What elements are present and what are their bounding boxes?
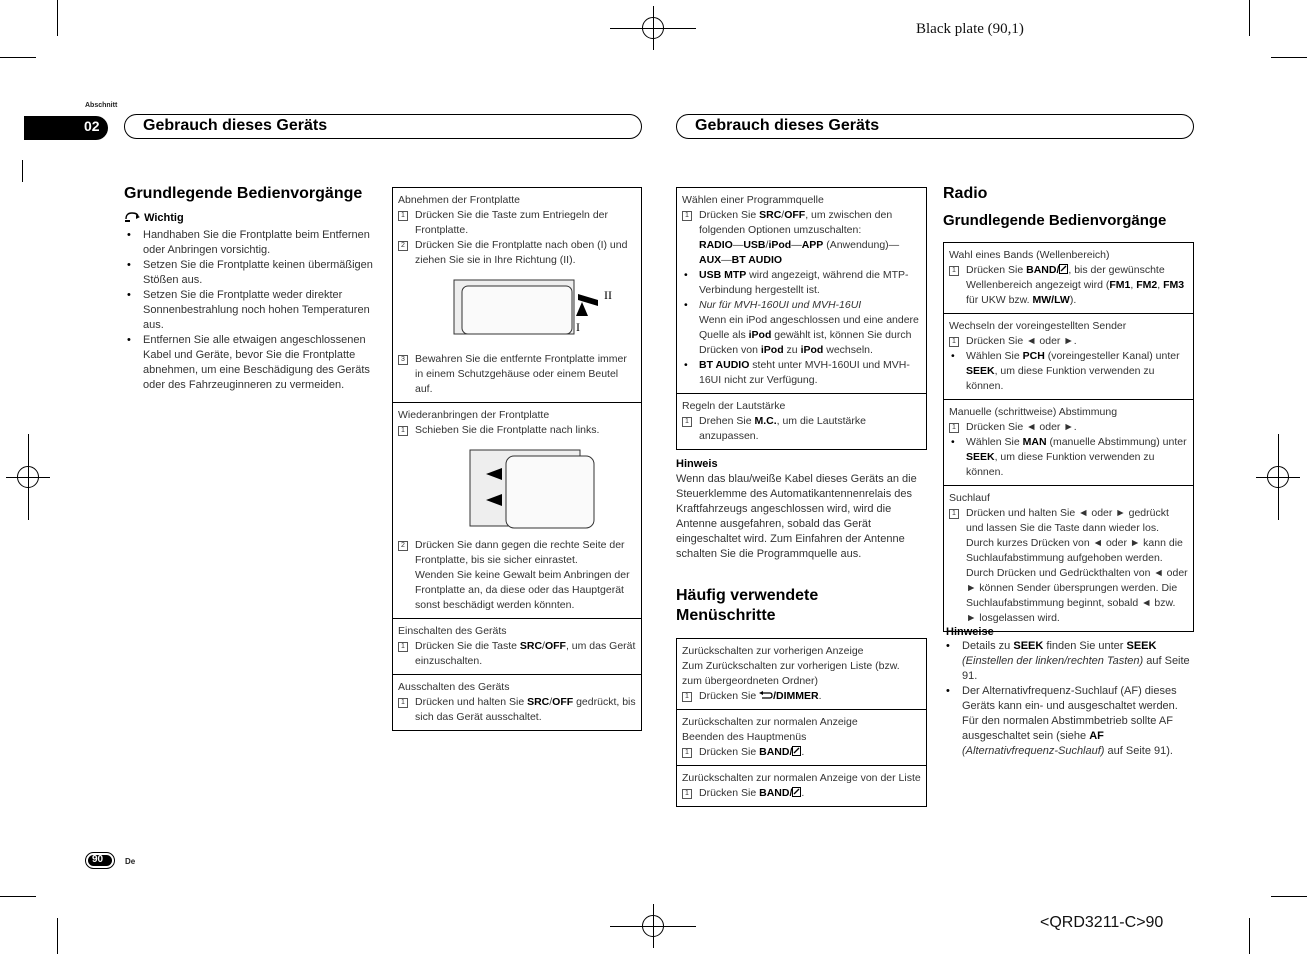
select-source-cell <box>677 188 926 394</box>
important-label: Wichtig <box>144 212 184 224</box>
language-code: De <box>125 857 136 866</box>
attach-faceplate-illustration <box>466 446 636 532</box>
note-bullet: • Wählen Sie MAN (manuelle Abstimmung) unter SEEK, um diese Funktion verwenden zu können. <box>949 435 1188 480</box>
cell-description: Beenden des Hauptmenüs <box>682 731 807 743</box>
cell-title: Zurückschalten zur vorherigen Anzeige <box>682 645 864 657</box>
step: 3 Bewahren Sie die entfernte Frontplatte immer in einem Schutzgehäuse oder einem Beutel auf. <box>398 352 636 397</box>
page-number: 90 <box>92 854 104 865</box>
crop-mark <box>57 0 58 36</box>
power-on-cell <box>393 619 641 675</box>
volume-cell <box>677 394 926 449</box>
registration-line <box>28 434 29 520</box>
step: 1 Schieben Sie die Frontplatte nach links. <box>398 423 636 438</box>
crop-mark <box>0 896 36 897</box>
cell-title: Zurückschalten zur normalen Anzeige <box>682 716 858 728</box>
cell-title: Wechseln der voreingestellten Sender <box>949 320 1127 332</box>
radio-box <box>943 242 1194 632</box>
section-label: Abschnitt <box>85 102 118 109</box>
cell-title: Wählen einer Programmquelle <box>682 194 824 206</box>
step: 1 Drücken und halten Sie ◄ oder ► gedrückt und lassen Sie die Taste dann wieder los. Durch kurzes Drücken von ◄ oder ► kann die Suchlaufabstimmung aufgehoben werden. Durch Drücken und Gedrückthalten von ◄ oder ► können Sender übersprungen werden. Die Suchlaufabstimmung beginnt, sobald ◄ bzw. ► losgelassen wird. <box>949 506 1188 626</box>
source-box <box>676 187 927 450</box>
cell-description: Zum Zurückschalten zur vorherigen Liste (bzw. zum übergeordneten Ordner) <box>682 660 900 687</box>
cell-title: Wiederanbringen der Frontplatte <box>398 409 550 421</box>
registration-line <box>653 904 654 948</box>
cell-title: Suchlauf <box>949 492 990 504</box>
hinweis-block <box>676 456 928 562</box>
normal-display-cell <box>677 710 926 766</box>
cell-title: Einschalten des Geräts <box>398 625 507 637</box>
crop-mark <box>57 918 58 954</box>
figure-label-1: I <box>576 320 580 334</box>
step: 2 Drücken Sie dann gegen die rechte Seite der Frontplatte, bis sie sicher einrastet. Wenden Sie keine Gewalt beim Anbringen der Frontplatte an, da diese oder das Hauptgerät sonst beschädigt werden könnten. <box>398 538 636 613</box>
note-bullet: • Wählen Sie PCH (voreingesteller Kanal) unter SEEK, um diese Funktion verwenden zu können. <box>949 349 1188 394</box>
section-heading: Grundlegende Bedienvorgänge <box>124 185 363 202</box>
list-item: • Setzen Sie die Frontplatte weder direkter Sonnenbestrahlung noch hohen Temperaturen aus. <box>124 288 378 333</box>
chapter-title-right: Gebrauch dieses Geräts <box>676 114 1194 139</box>
cell-title: Regeln der Lautstärke <box>682 400 786 412</box>
step: 1 Drücken Sie BAND/ . <box>682 786 921 801</box>
important-icon <box>124 211 141 223</box>
hinweise-label: Hinweise <box>946 626 994 638</box>
crop-mark <box>0 57 36 58</box>
list-item: • Entfernen Sie alle etwaigen angeschlossenen Kabel und Geräte, bevor Sie die Frontplatte abnehmen, um eine Beschädigung des Geräts oder des Fahrzeuginneren zu vermeiden. <box>124 333 378 393</box>
hinweis-text: Wenn das blau/weiße Kabel dieses Geräts an die Steuerklemme des Automatikantennenrelais des Kraftfahrzeugs angeschlossen wird, wird die Antenne ausgefahren, sobald das Gerät eingeschaltet wird. Zum Einfahren der Antenne schalten Sie die Programmquelle aus. <box>676 473 917 560</box>
cell-title: Ausschalten des Geräts <box>398 681 510 693</box>
back-cell <box>677 639 926 710</box>
step: 1 Drücken Sie ◄ oder ►. <box>949 334 1188 349</box>
chapter-title-left: Gebrauch dieses Geräts <box>124 114 642 139</box>
hinweis-label: Hinweis <box>676 458 718 470</box>
band-cell <box>944 243 1193 314</box>
remove-faceplate-illustration <box>448 276 618 346</box>
menu-steps-box <box>676 638 927 807</box>
step: 1 Drehen Sie M.C., um die Lautstärke anzupassen. <box>682 414 921 444</box>
figure-label-2: II <box>604 288 612 302</box>
section-number: 02 <box>84 118 100 134</box>
step: 1 Drücken Sie /DIMMER. <box>682 689 921 704</box>
crop-mark <box>1271 57 1307 58</box>
hinweise-list <box>943 639 1195 759</box>
important-note <box>124 211 184 224</box>
note-bullet: • BT AUDIO steht unter MVH-160UI und MVH-16UI nicht zur Verfügung. <box>682 358 921 388</box>
crop-mark <box>1271 896 1307 897</box>
list-normal-display-cell <box>677 766 926 806</box>
power-off-cell <box>393 675 641 730</box>
hinweise-block <box>943 625 1195 759</box>
crop-mark <box>1249 0 1250 36</box>
step: 1 Drücken und halten Sie SRC/OFF gedrückt, bis sich das Gerät ausschaltet. <box>398 695 636 725</box>
step: 1 Drücken Sie die Taste zum Entriegeln der Frontplatte. <box>398 208 636 238</box>
menu-heading: Häufig verwendete Menüschritte <box>676 587 819 624</box>
step: 1 Drücken Sie ◄ oder ►. <box>949 420 1188 435</box>
step: 1 Drücken Sie SRC/OFF, um zwischen den folgenden Optionen umzuschalten: RADIO—USB/iPod—APP (Anwendung)— AUX—BT AUDIO <box>682 208 921 268</box>
note-bullet: • Nur für MVH-160UI und MVH-16UI Wenn ein iPod angeschlossen und eine andere Quelle als iPod gewählt ist, können Sie durch Drücken von iPod zu iPod wechseln. <box>682 298 921 358</box>
list-item: • Der Alternativfrequenz-Suchlauf (AF) dieses Geräts kann ein- und ausgeschaltet werden. Für den normalen Abstimmbetrieb sollte AF ausgeschaltet sein (siehe AF (Alternativfrequenz-Suchlauf) auf Seite 91). <box>943 684 1195 759</box>
cell-title: Wahl eines Bands (Wellenbereich) <box>949 249 1110 261</box>
registration-line <box>653 6 654 50</box>
manual-tuning-cell <box>944 400 1193 486</box>
seek-cell <box>944 486 1193 631</box>
list-item: • Handhaben Sie die Frontplatte beim Entfernen oder Anbringen vorsichtig. <box>124 228 378 258</box>
back-icon <box>759 690 773 699</box>
crop-mark <box>22 160 23 182</box>
list-item: • Setzen Sie die Frontplatte keinen übermäßigen Stößen aus. <box>124 258 378 288</box>
cell-title: Zurückschalten zur normalen Anzeige von der Liste <box>682 772 921 784</box>
cell-title: Manuelle (schrittweise) Abstimmung <box>949 406 1118 418</box>
step: 1 Drücken Sie BAND/ , bis der gewünschte Wellenbereich angezeigt wird (FM1, FM2, FM3 für UKW bzw. MW/LW). <box>949 263 1188 308</box>
crop-mark <box>1249 918 1250 954</box>
step: 1 Drücken Sie BAND/ . <box>682 745 921 760</box>
step: 2 Drücken Sie die Frontplatte nach oben (I) und ziehen Sie sie in Ihre Richtung (II). <box>398 238 636 268</box>
cell-title: Abnehmen der Frontplatte <box>398 194 520 206</box>
radio-heading: Radio <box>943 185 988 202</box>
faceplate-box <box>392 187 642 731</box>
registration-line <box>1278 434 1279 520</box>
document-code: <QRD3211-C>90 <box>1040 914 1164 931</box>
preset-cell <box>944 314 1193 400</box>
radio-subheading: Grundlegende Bedienvorgänge <box>943 212 1167 229</box>
note-bullet: • USB MTP wird angezeigt, während die MTP-Verbindung hergestellt ist. <box>682 268 921 298</box>
remove-faceplate-cell <box>393 188 641 403</box>
important-list <box>124 228 378 393</box>
list-item: • Details zu SEEK finden Sie unter SEEK (Einstellen der linken/rechten Tasten) auf Seite 91. <box>943 639 1195 684</box>
step: 1 Drücken Sie die Taste SRC/OFF, um das Gerät einzuschalten. <box>398 639 636 669</box>
plate-label: Black plate (90,1) <box>916 21 1024 37</box>
attach-faceplate-cell <box>393 403 641 619</box>
